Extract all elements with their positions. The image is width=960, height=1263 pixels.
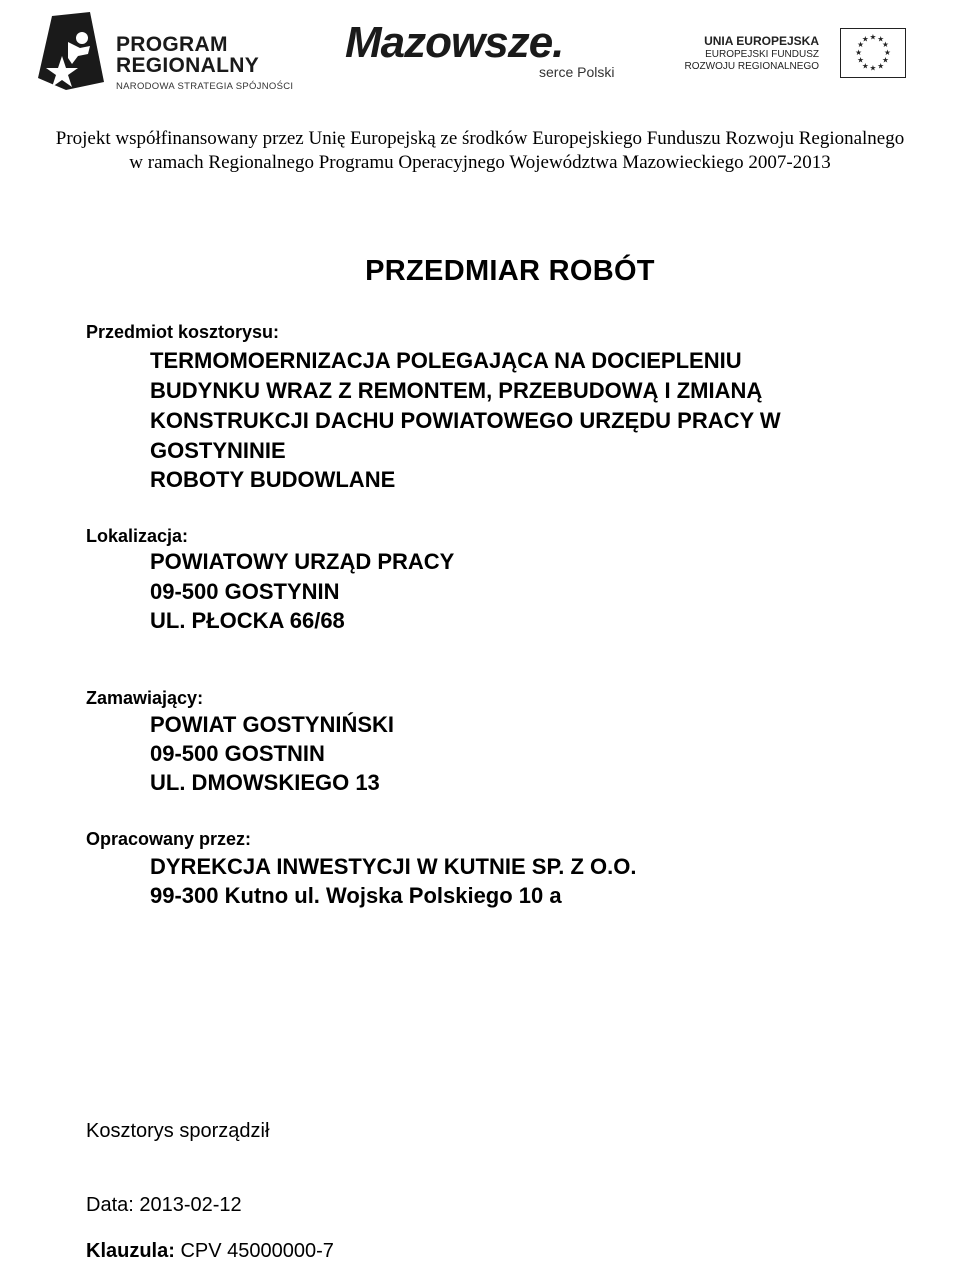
prepared-by-line-1: DYREKCJA INWESTYCJI W KUTNIE SP. Z O.O. [150, 854, 637, 879]
client-line-2: 09-500 GOSTNIN [150, 741, 325, 766]
svg-text:★: ★ [861, 34, 869, 44]
subject-line-5: ROBOTY BUDOWLANE [150, 467, 396, 492]
document-title: PRZEDMIAR ROBÓT [365, 255, 655, 287]
location-line-2: 09-500 GOSTYNIN [150, 579, 340, 604]
program-regionalny-logo [38, 12, 308, 92]
prepared-by-label: Opracowany przez: [86, 829, 252, 849]
eu-flag-icon [840, 28, 906, 78]
clause-line [86, 1240, 334, 1263]
svg-text:★: ★ [855, 47, 863, 57]
star-figure-icon [38, 12, 110, 92]
prepared-by-line-2: 99-300 Kutno ul. Wojska Polskiego 10 a [150, 883, 562, 908]
subject-line-3: KONSTRUKCJI DACHU POWIATOWEGO URZĘDU PRACY W [150, 408, 781, 433]
svg-text:★: ★ [857, 40, 864, 50]
svg-text:★: ★ [883, 47, 891, 57]
eu-logo-line1: UNIA EUROPEJSKA [704, 34, 819, 48]
program-logo-line3: NARODOWA STRATEGIA SPÓJNOŚCI [116, 81, 294, 92]
svg-text:★: ★ [857, 55, 864, 65]
program-logo-line2: REGIONALNY [116, 54, 260, 77]
location-line-3: UL. PŁOCKA 66/68 [150, 608, 345, 633]
eu-logo-line3: ROZWOJU REGIONALNEGO [684, 61, 819, 72]
location-label: Lokalizacja: [86, 526, 189, 546]
svg-text:★: ★ [877, 61, 885, 71]
svg-text:★: ★ [861, 61, 869, 71]
subject-line-1: TERMOMOERNIZACJA POLEGAJĄCA NA DOCIEPLENIU [150, 348, 742, 373]
svg-text:★: ★ [877, 34, 885, 44]
logo-bar [0, 0, 960, 100]
mazowsze-logo-tagline: serce Polski [539, 64, 615, 80]
svg-text:★: ★ [869, 32, 877, 42]
svg-text:★: ★ [869, 63, 877, 73]
date-line: Data: 2013-02-12 [86, 1194, 242, 1216]
svg-text:★: ★ [882, 55, 889, 65]
svg-text:★: ★ [882, 40, 889, 50]
clause-value: CPV 45000000-7 [180, 1240, 334, 1262]
client-line-1: POWIAT GOSTYNIŃSKI [150, 712, 395, 737]
eu-logo [672, 26, 912, 86]
subject-line-2: BUDYNKU WRAZ Z REMONTEM, PRZEBUDOWĄ I ZMIANĄ [150, 378, 763, 403]
location-line-1: POWIATOWY URZĄD PRACY [150, 549, 455, 574]
project-cofinancing-line1: Projekt współfinansowany przez Unię Europejską ze środków Europejskiego Funduszu Rozwoju Regionalnego [55, 128, 905, 149]
subject-line-4: GOSTYNINIE [150, 438, 286, 463]
eu-logo-line2: EUROPEJSKI FUNDUSZ [705, 49, 819, 60]
project-cofinancing-line2: w ramach Regionalnego Programu Operacyjnego Województwa Mazowieckiego 2007-2013 [129, 152, 831, 173]
mazowsze-logo-name: Mazowsze. [345, 18, 564, 67]
subject-label: Przedmiot kosztorysu: [86, 322, 280, 342]
mazowsze-logo [345, 18, 635, 88]
program-logo-line1: PROGRAM [116, 33, 228, 56]
client-line-3: UL. DMOWSKIEGO 13 [150, 770, 380, 795]
author-line: Kosztorys sporządził [86, 1120, 270, 1142]
clause-label: Klauzula: [86, 1240, 175, 1262]
client-label: Zamawiający: [86, 688, 204, 708]
